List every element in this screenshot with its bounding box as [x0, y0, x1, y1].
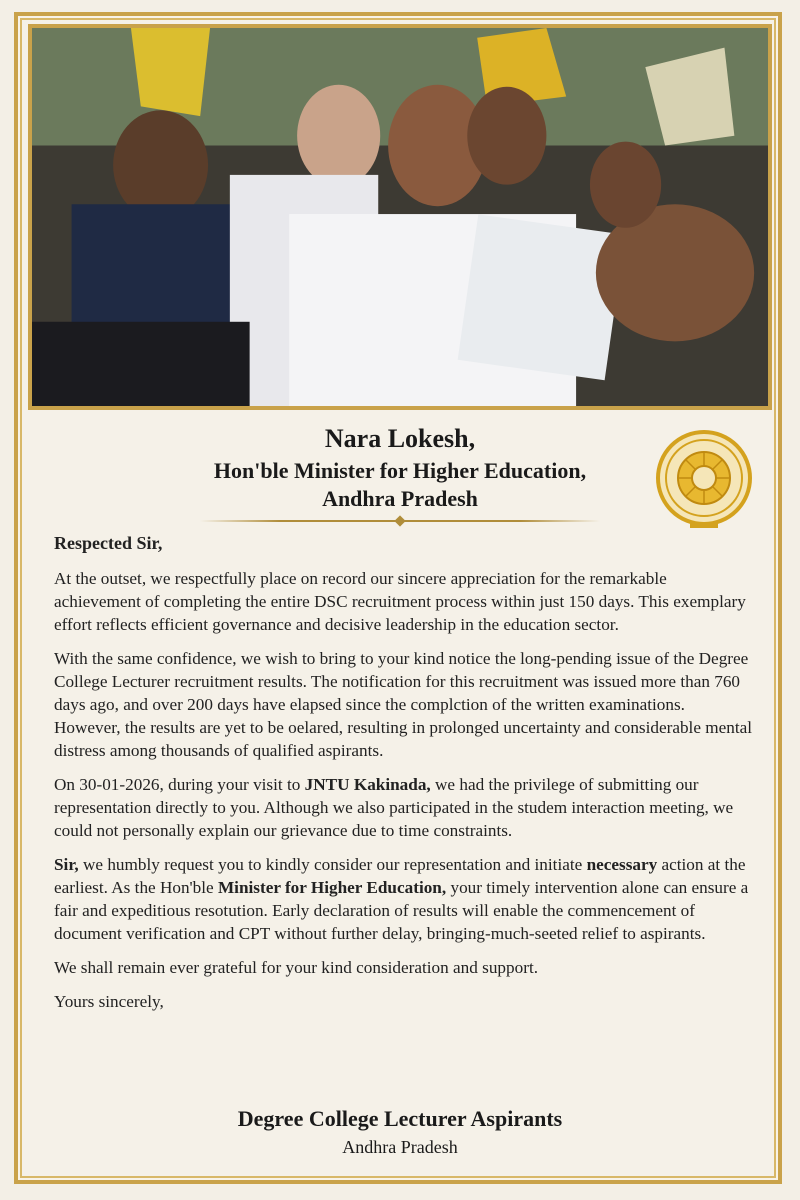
visit-location: JNTU Kakinada, — [304, 775, 431, 794]
request-text-3: your timely intervention alone can ensure a fair and expeditious resotution. Early declaration of results will enable the commencement of document verification and CPT without further delay, bringing-much-seeted relief to aspirants. — [54, 878, 749, 943]
paragraph-request — [54, 853, 754, 945]
crowd-photo — [28, 24, 772, 410]
request-text-2: action at the earliest. As the Hon'ble — [54, 855, 746, 897]
paragraph-gratitude: We shall remain ever grateful for your kind consideration and support. — [54, 958, 539, 977]
request-text: we humbly request you to kindly consider our representation and initiate — [78, 855, 587, 874]
paragraph-appreciation: At the outset, we respectfully place on record our sincere appreciation for the remarkable achievement of completing the entire DSC recruitment process within just 150 days. This exemplary effort reflects efficient governance and decisive leadership in the education sector. — [54, 569, 746, 634]
paragraph-issue: With the same confidence, we wish to bring to your kind notice the long-pending issue of the Degree College Lecturer recruitment results. The notification for this recruitment was issued more than 760 days ago, and over 200 days have elapsed since the complction of the written examinations. However, the results are yet to be oelared, resulting in prolonged uncertainty and considerable mental distress among thousands of qualified aspirants. — [54, 649, 753, 760]
request-emphasis: necessary — [586, 855, 658, 874]
signature-org: Degree College Lecturer Aspirants — [237, 1106, 563, 1131]
visit-text: On 30-01-2026, during your visit to — [54, 775, 305, 794]
addressee-state: Andhra Pradesh — [322, 486, 478, 511]
request-sir: Sir, — [54, 855, 79, 874]
addressee-role: Hon'ble Minister for Higher Education, — [213, 458, 587, 483]
addressee-name: Nara Lokesh, — [324, 424, 476, 453]
closing: Yours sincerely, — [54, 992, 164, 1011]
letter-body — [54, 532, 754, 1024]
request-minister: Minister for Higher Education, — [217, 878, 447, 897]
salutation: Respected Sir, — [54, 533, 163, 553]
signature-state: Andhra Pradesh — [342, 1137, 458, 1157]
visit-text-rest: we had the privilege of submitting our representation directly to you. Although we also participated in the studem interaction meeting, we could not personally explain our grievance due to time constraints. — [54, 775, 734, 840]
government-seal-icon — [652, 428, 756, 532]
paragraph-visit — [54, 773, 754, 842]
